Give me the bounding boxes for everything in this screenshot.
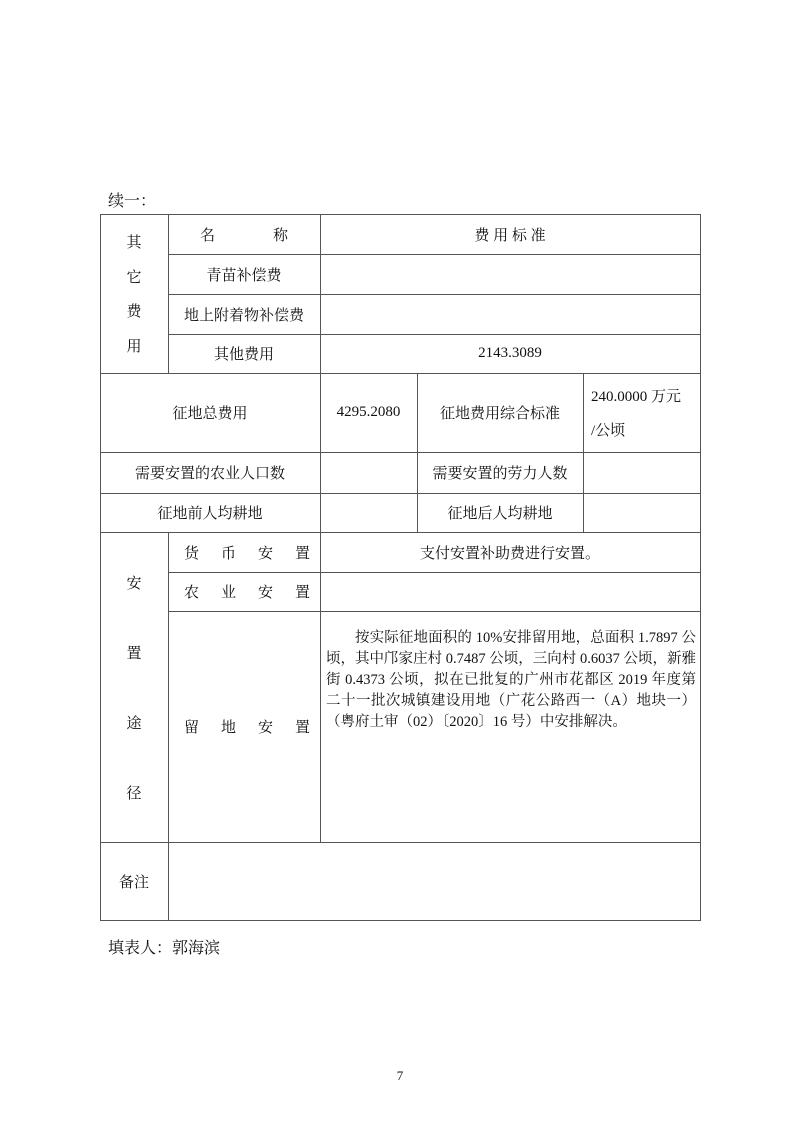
farmland-after-label: 征地后人均耕地 (447, 506, 553, 522)
agri-resettlement-value (320, 572, 700, 611)
label-char: 安 (257, 585, 273, 601)
standard-value (583, 373, 700, 452)
label-char: 途 (126, 715, 142, 732)
header-char: 名 (200, 227, 216, 244)
label-char: 货 (184, 545, 200, 562)
fee-name: 青苗补偿费 (206, 267, 282, 284)
standard-label: 征地费用综合标准 (439, 406, 560, 422)
currency-resettlement-value: 支付安置补助费进行安置。 (419, 545, 600, 562)
header-name (168, 214, 320, 254)
agri-population-label: 需要安置的农业人口数 (134, 466, 285, 482)
fee-value: 2143.3089 (478, 345, 542, 361)
label-char: 置 (294, 585, 310, 601)
fee-name: 地上附着物补偿费 (183, 307, 304, 324)
fee-value (320, 294, 700, 334)
header-char: 称 (272, 227, 288, 244)
reserved-land-value: 按实际征地面积的 10%安排留用地，总面积 1.7897 公顷，其中邝家庄村 0.7487 公顷，三向村 0.6037 公顷，新雅街 0.4373 公顷，拟在已批复的广州市花都区 2019 年度第二十一批次城镇建设用地（广花公路西一（A）地块一）（粤府土审（02）〔2020〕16 号）中安排解决。 (326, 630, 696, 730)
label-char: 安 (257, 720, 273, 736)
page-number: 7 (396, 1068, 404, 1083)
remarks-value (168, 842, 700, 920)
header-standard: 费 用 标 准 (474, 227, 546, 244)
other-fees-group-label (100, 214, 168, 373)
total-cost-value: 4295.2080 (336, 404, 401, 420)
standard-value-line: /公顷 (591, 422, 626, 439)
currency-resettlement-label (168, 532, 320, 572)
label-char: 费 (126, 304, 142, 321)
farmland-before-value (320, 493, 417, 532)
label-char: 置 (294, 720, 310, 736)
agri-population-value (320, 452, 417, 493)
filler: 填表人：郭海滨 (108, 940, 221, 957)
label-char: 置 (294, 545, 310, 562)
agri-resettlement-label (168, 572, 320, 611)
label-char: 其 (126, 234, 142, 251)
fee-value (320, 254, 700, 294)
resettlement-group-label (100, 532, 168, 842)
label-char: 留 (184, 720, 200, 736)
label-char: 业 (220, 585, 236, 601)
label-char: 它 (126, 269, 142, 286)
standard-value-line: 240.0000 万元 (591, 389, 682, 406)
label-char: 地 (220, 720, 236, 736)
label-char: 安 (257, 545, 273, 562)
farmland-after-value (583, 493, 700, 532)
labor-value (583, 452, 700, 493)
fee-name: 其他费用 (213, 347, 274, 363)
farmland-before-label: 征地前人均耕地 (157, 506, 263, 522)
label-char: 币 (220, 545, 236, 562)
continuation-label: 续一： (108, 193, 157, 210)
remarks-label: 备注 (118, 874, 149, 891)
label-char: 农 (184, 585, 200, 601)
total-cost-label: 征地总费用 (172, 406, 248, 422)
label-char: 置 (126, 645, 142, 662)
label-char: 安 (126, 575, 142, 592)
label-char: 用 (126, 339, 142, 356)
labor-label: 需要安置的劳力人数 (432, 466, 568, 482)
reserved-land-label (168, 611, 320, 842)
label-char: 径 (126, 785, 142, 802)
